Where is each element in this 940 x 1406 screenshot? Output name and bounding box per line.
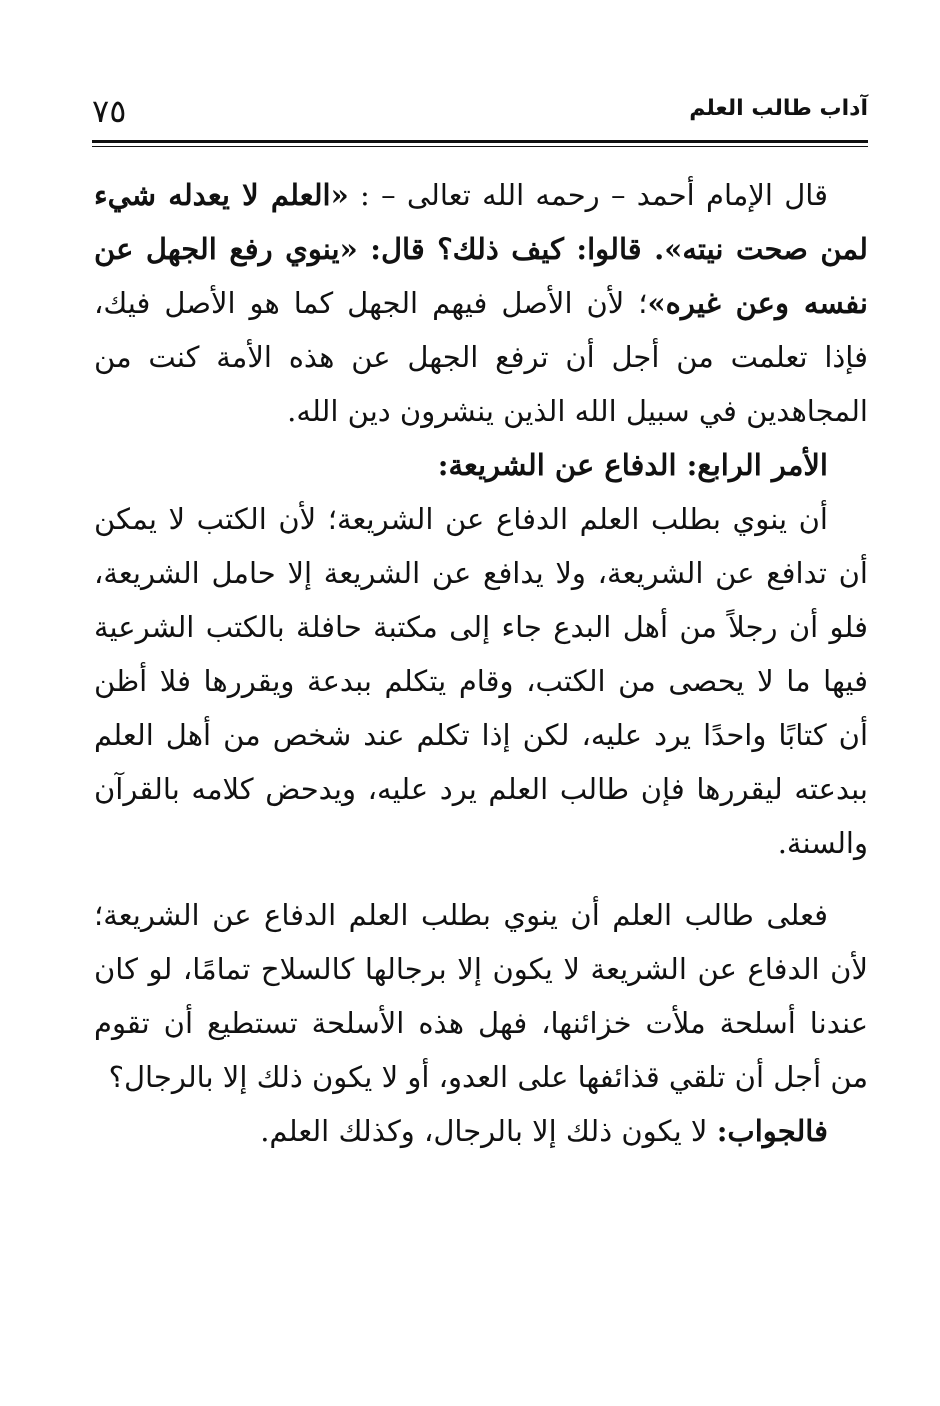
page-header [92,92,868,138]
header-rule-thick [92,140,868,143]
answer-text: لا يكون ذلك إلا بالرجال، وكذلك العلم. [260,1114,717,1148]
paragraph-answer [94,1104,868,1158]
page-number: ٧٥ [92,92,127,130]
answer-label: فالجواب: [716,1114,828,1148]
quote-explanation: ؛ لأن الأصل فيهم الجهل كما هو الأصل فيك، فإذا تعلمت من أجل أن ترفع الجهل عن هذه الأمة كنت من المجاهدين في سبيل الله الذين ينشرون دين الله. [94,286,868,428]
section-heading: الأمر الرابع: الدفاع عن الشريعة: [437,448,828,482]
quote-intro: قال الإمام أحمد – رحمه الله تعالى – : [348,178,828,212]
header-rule-thin [92,146,868,147]
paragraph-weapons-analogy: فعلى طالب العلم أن ينوي بطلب العلم الدفاع عن الشريعة؛ لأن الدفاع عن الشريعة لا يكون إلا برجالها كالسلاح تمامًا، لو كان عندنا أسلحة ملأت خزائنها، فهل هذه الأسلحة تستطيع أن تقوم من أجل أن تلقي قذائفها على العدو، أو لا يكون ذلك إلا بالرجال؟ [94,898,868,1094]
quote-bold: «العلم لا يعدله شيء لمن صحت نيته». قالوا: كيف ذلك؟ قال: «ينوي رفع الجهل عن نفسه وعن غيره» [94,178,868,320]
paragraph-defending-sharia: أن ينوي بطلب العلم الدفاع عن الشريعة؛ لأن الكتب لا يمكن أن تدافع عن الشريعة، ولا يدافع عن الشريعة إلا حامل الشريعة، فلو أن رجلاً من أهل البدع جاء إلى مكتبة حافلة بالكتب الشرعية فيها ما لا يحصى من الكتب، وقام يتكلم ببدعة ويقررها فلا أظن أن كتابًا واحدًا يرد عليه، لكن إذا تكلم عند شخص من أهل العلم ببدعته ليقررها فإن طالب العلم يرد عليه، ويدحض كلامه بالقرآن والسنة. [94,502,868,860]
page-body [94,168,868,1158]
running-title: آداب طالب العلم [689,96,868,121]
paragraph-imam-ahmad-quote [94,168,868,438]
